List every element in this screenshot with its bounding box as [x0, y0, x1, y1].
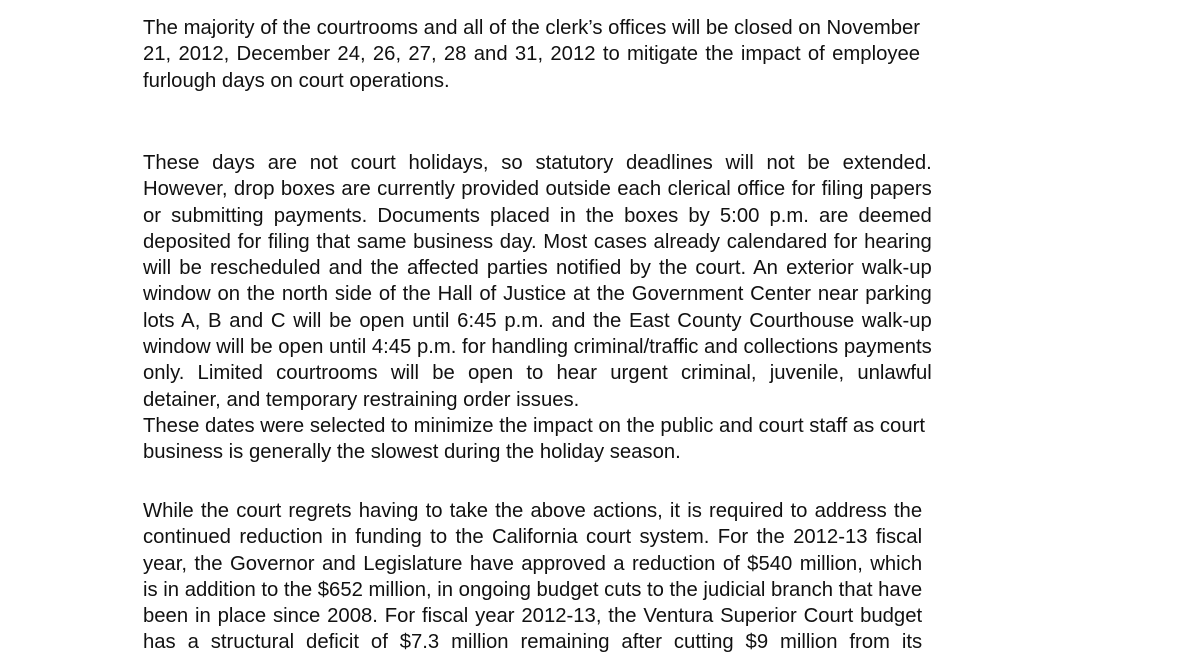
text-line: However, drop boxes are currently provided outside each clerical office for filing papers — [143, 178, 932, 201]
paragraph-funding-reduction — [143, 498, 922, 656]
text-line: furlough days on court operations. — [143, 69, 450, 92]
text-line: The majority of the courtrooms and all of the clerk’s offices will be closed on November — [143, 17, 921, 39]
text-line: lots A, B and C will be open until 6:45 p.m. and the East County Courthouse walk-up — [143, 309, 932, 332]
text-line: 21, 2012, December 24, 26, 27, 28 and 31, 2012 to mitigate the impact of employee — [143, 43, 921, 66]
text-line: These dates were selected to minimize the impact on the public and court staff as court — [143, 415, 925, 437]
text-line: year, the Governor and Legislature have approved a reduction of $540 million, which — [143, 552, 923, 575]
text-line: business is generally the slowest during the holiday season. — [143, 441, 681, 464]
text-line: continued reduction in funding to the California court system. For the 2012-13 fiscal — [143, 526, 923, 549]
text-line: These days are not court holidays, so statutory deadlines will not be extended. — [143, 152, 932, 174]
text-line: is in addition to the $652 million, in ongoing budget cuts to the judicial branch that have — [143, 578, 923, 601]
text-line: has a structural deficit of $7.3 million remaining after cutting $9 million from its — [143, 631, 923, 654]
text-line: window on the north side of the Hall of Justice at the Government Center near parking — [143, 283, 932, 306]
text-line: While the court regrets having to take the above actions, it is required to address the — [143, 500, 923, 522]
paragraph-dates-selected — [143, 413, 925, 466]
text-line: will be rescheduled and the affected parties notified by the court. An exterior walk-up — [143, 257, 932, 280]
text-line: only. Limited courtrooms will be open to hear urgent criminal, juvenile, unlawful — [143, 362, 932, 385]
text-line: deposited for filing that same business day. Most cases already calendared for hearing — [143, 230, 932, 253]
paragraph-closure-dates — [143, 15, 920, 94]
text-line: been in place since 2008. For fiscal year 2012-13, the Ventura Superior Court budget — [143, 605, 923, 628]
paragraph-not-holidays — [143, 150, 932, 413]
text-line: detainer, and temporary restraining order issues. — [143, 388, 580, 411]
text-line: or submitting payments. Documents placed in the boxes by 5:00 p.m. are deemed — [143, 204, 932, 227]
text-line: window will be open until 4:45 p.m. for handling criminal/traffic and collections payments — [143, 336, 932, 359]
